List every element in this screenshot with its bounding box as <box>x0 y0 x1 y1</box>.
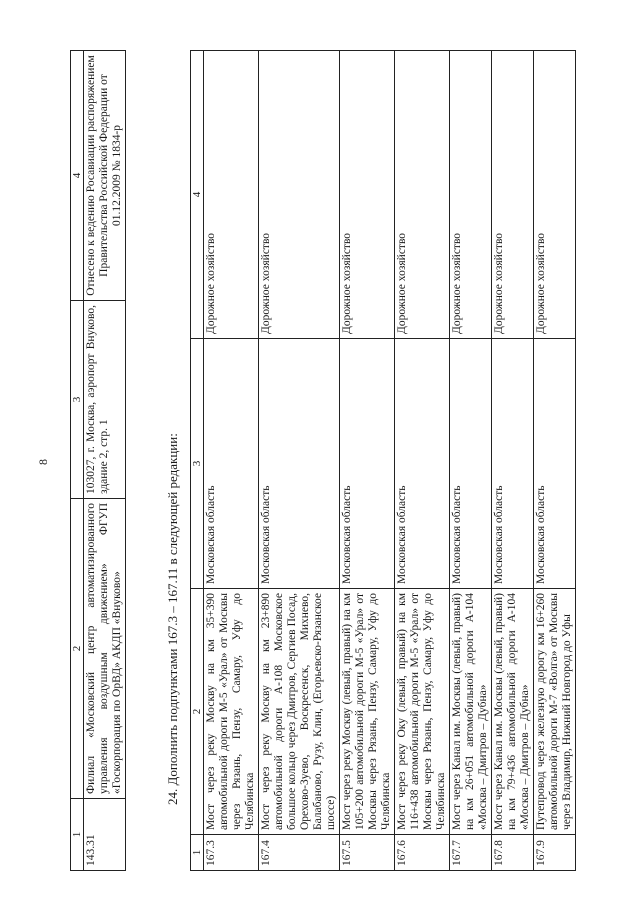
table-2-header <box>191 51 204 871</box>
t1-header-col2: 2 <box>71 499 84 799</box>
table-row <box>259 51 340 871</box>
row-num: 167.8 <box>492 835 534 871</box>
t1-header-col3: 3 <box>71 301 84 499</box>
row-name: Мост через реку Москву на км 35+390 автомобильной дороги М-5 «Урал» от Москвы через Рязань, Пензу, Самару, Уфу до Челябинска <box>204 589 259 835</box>
row-category: Дорожное хозяйство <box>340 51 395 339</box>
row-name: Мост через реку Москву на км 23+890 автомобильной дороги А-108 Московское большое кольцо через Дмитров, Сергиев Посад, Орехово-Зуево, Воскресенск, Михнево, Балабаново, Рузу, Клин, (Егорьевско-Рязанское шоссе) <box>259 589 340 835</box>
row-num: 167.6 <box>395 835 450 871</box>
row-name: Мост через реку Москву (левый, правый) на км 105+200 автомобильной дороги М-5 «Урал» от Москвы через Рязань, Пензу, Самару, Уфу до Челябинска <box>340 589 395 835</box>
table-row <box>450 51 492 871</box>
row-region: Московская область <box>259 339 340 589</box>
row-num: 167.9 <box>534 835 576 871</box>
t1-row-num: 143.31 <box>84 799 126 871</box>
row-category: Дорожное хозяйство <box>492 51 534 339</box>
table-row <box>534 51 576 871</box>
table-1-header <box>71 51 84 871</box>
table-row <box>84 51 126 871</box>
row-name: Путепровод через железную дорогу км 16+260 автомобильной дороги М-7 «Волга» от Москвы через Владимир, Нижний Новгород до Уфы <box>534 589 576 835</box>
table-row <box>340 51 395 871</box>
row-category: Дорожное хозяйство <box>395 51 450 339</box>
t1-header-col4: 4 <box>71 51 84 301</box>
row-num: 167.5 <box>340 835 395 871</box>
row-name: Мост через Канал им. Москвы (левый, правый) на км 26+051 автомобильной дороги А-104 «Москва – Дмитров – Дубна» <box>450 589 492 835</box>
row-category: Дорожное хозяйство <box>534 51 576 339</box>
row-category: Дорожное хозяйство <box>259 51 340 339</box>
row-name: Мост через реку Оку (левый, правый) на км 116+438 автомобильной дороги М-5 «Урал» от Москвы через Рязань, Пензу, Самару, Уфу до Челябинска <box>395 589 450 835</box>
row-region: Московская область <box>450 339 492 589</box>
page-number: 8 <box>36 459 50 465</box>
t1-row-address: 103027, г. Москва, аэропорт Внуково, здание 2, стр. 1 <box>84 301 126 499</box>
table-row <box>204 51 259 871</box>
row-num: 167.7 <box>450 835 492 871</box>
t2-header-col4: 4 <box>191 51 204 339</box>
table-row <box>492 51 534 871</box>
row-category: Дорожное хозяйство <box>204 51 259 339</box>
row-region: Московская область <box>534 339 576 589</box>
table-1 <box>70 50 126 871</box>
t1-header-col1: 1 <box>71 799 84 871</box>
table-row <box>395 51 450 871</box>
t1-row-name: Филиал «Московский центр автоматизированного управления воздушным движением» ФГУП «Госкорпорация по ОрВД» АКДП «Внуково» <box>84 499 126 799</box>
row-category: Дорожное хозяйство <box>450 51 492 339</box>
t2-header-col3: 3 <box>191 339 204 589</box>
row-region: Московская область <box>492 339 534 589</box>
table-2 <box>190 50 576 871</box>
t1-row-note: Отнесено к ведению Росавиации распоряжением Правительства Российской Федерации от 01.12.2009 № 1834-р <box>84 51 126 301</box>
t2-header-col2: 2 <box>191 589 204 835</box>
paragraph-24: 24. Дополнить подпунктами 167.3 – 167.11 в следующей редакции: <box>165 433 180 805</box>
row-num: 167.3 <box>204 835 259 871</box>
row-region: Московская область <box>395 339 450 589</box>
row-num: 167.4 <box>259 835 340 871</box>
t2-header-col1: 1 <box>191 835 204 871</box>
row-name: Мост через Канал им. Москвы (левый, правый) на км 79+436 автомобильной дороги А-104 «Москва – Дмитров – Дубна» <box>492 589 534 835</box>
row-region: Московская область <box>204 339 259 589</box>
row-region: Московская область <box>340 339 395 589</box>
